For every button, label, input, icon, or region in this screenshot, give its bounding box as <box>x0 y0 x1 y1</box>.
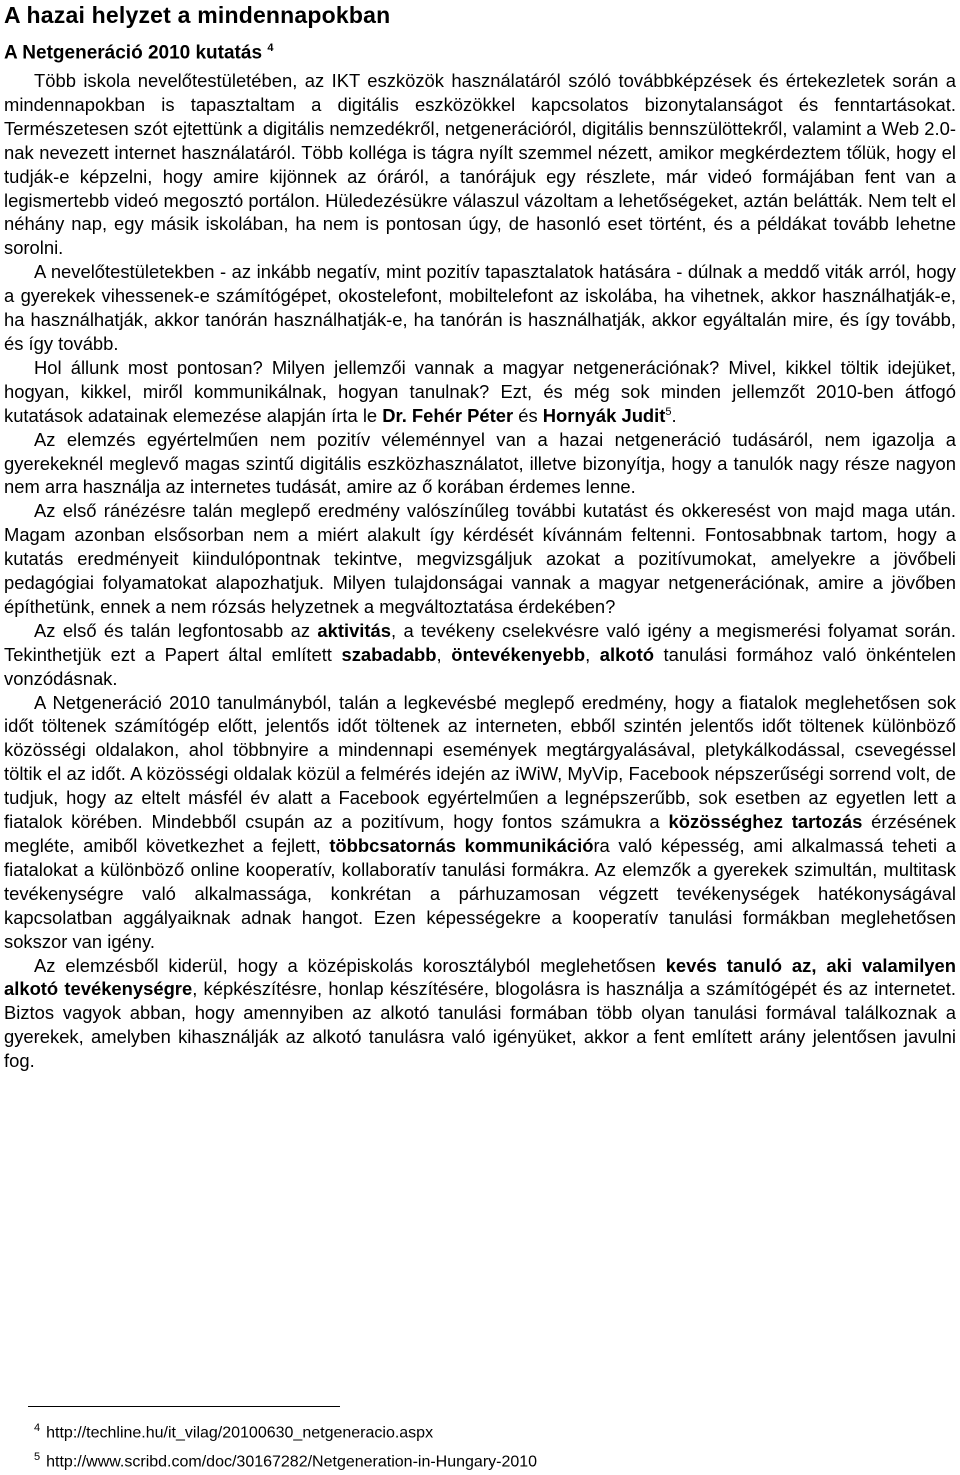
paragraph-3 <box>4 356 956 428</box>
paragraph-text: A nevelőtestületekben - az inkább negatív, mint pozitív tapasztalatok hatására - dúlnak a meddő viták arról, hogy a gyerekek vihessenek-e számítógépet, okostelefont, mobiltelefont az iskolába, ha vihetnek, akkor használhatják-e, ha használhatják, akkor tanórán használhatják-e, ha tanórán is használhatják, akkor egyáltalán mire, és így tovább, és így tovább. <box>4 261 956 354</box>
footnote-5 <box>34 1445 537 1474</box>
paragraph-text: tanulási formához való önkéntelen vonzódásnak. <box>4 643 956 689</box>
footnotes <box>34 1416 537 1475</box>
paragraph-1 <box>4 69 956 260</box>
footnote-divider <box>28 1406 340 1407</box>
paragraph-7 <box>4 691 956 954</box>
emphasis-text: szabadabb <box>341 643 437 665</box>
section-subtitle <box>4 42 273 64</box>
paragraph-text: , <box>436 643 452 665</box>
paragraph-text: , a tevékeny cselekvésre való igény a megismerési folyamat során. Tekinthetjük ezt a Papert által említett <box>4 619 956 665</box>
emphasis-text: alkotó <box>599 643 654 665</box>
paragraph-2 <box>4 260 956 356</box>
subtitle-text: A Netgeneráció 2010 kutatás <box>4 42 263 64</box>
emphasis-text: többcsatornás kommunikáció <box>329 835 594 856</box>
paragraph-text: ra való képesség, ami alkalmassá teheti a fiatalokat a különböző online kooperatív, kollaboratív tanulási formákra. Az elemzők a gyerekek szimultán, multitask tevékenységre való alkalmassága, konkrétan a párhuzamosan végzett tevékenységek hatékonyságával kapcsolatban aggályaiknak adnak hangot. Ezen képességekre a kooperatív tanulási formákban meglehetősen sokszor van igény. <box>4 835 956 952</box>
emphasis-text: közösséghez tartozás <box>668 811 863 833</box>
paragraph-text: Hol állunk most pontosan? Milyen jellemzői vannak a magyar netgenerációnak? Mivel, kikkel töltik idejüket, hogyan, kikkel, miről kommunikálnak, hogyan tanulnak? Ezt, és még sok minden jellemzőt 2010-ben átfogó kutatások adatainak elemezése alapján írta le <box>4 356 956 426</box>
paragraph-text: Az első és talán legfontosabb az <box>34 619 318 641</box>
footnote-4 <box>34 1416 537 1445</box>
paragraph-text: Több iskola nevelőtestületében, az IKT eszközök használatáról szóló továbbképzések és értekezletek során a mindennapokban is tapasztaltam a digitális eszközökkel kapcsolatos bizonytalanságot és fenntartásokat. Természetesen szót ejtettünk a digitális nemzedékről, netgenerációról, digitális bennszülöttekről, valamint a Web 2.0-nak nevezett internet használatáról. Több kolléga is tágra nyílt szemmel nézett, amikor megkérdeztem tőlük, hogy el tudják-e képzelni, hogy amire kijönnek az óráról, a tanórájuk egy részlete, már videó formájában fent van a legismertebb videó megosztó portálon. Hüledezésükre válaszul vázoltam a lehetőségeket, aztán belátták. Nem telt el néhány nap, egy másik iskolában, ha nem is pontosan úgy, de hasonló eset történt, és a példákat tovább lehetne sorolni. <box>4 70 956 259</box>
emphasis-text: kevés tanuló az, aki valamilyen alkotó tevékenységre <box>4 954 956 1000</box>
paragraph-4 <box>4 428 956 500</box>
emphasis-text: öntevékenyebb <box>451 643 586 665</box>
footnote-link[interactable]: http://www.scribd.com/doc/30167282/Netgeneration-in-Hungary-2010 <box>46 1453 538 1471</box>
paragraph-6 <box>4 619 956 691</box>
footnote-number: 4 <box>34 1422 41 1434</box>
paragraph-text: Az elemzésből kiderül, hogy a középiskolás korosztályból meglehetősen <box>34 954 666 976</box>
footnote-link[interactable]: http://techline.hu/it_vilag/20100630_netgeneracio.aspx <box>46 1424 434 1442</box>
footnote-ref: 4 <box>267 42 274 54</box>
paragraph-text: , <box>585 643 600 665</box>
paragraph-text: és <box>513 404 543 426</box>
footnote-ref: 5 <box>665 405 672 418</box>
body-text <box>4 69 956 1073</box>
paragraph-text: érzésének megléte, amiből következhet a fejlett, <box>4 811 956 856</box>
paragraph-8 <box>4 954 956 1074</box>
footnote-number: 5 <box>34 1451 41 1464</box>
paragraph-text: . <box>671 404 677 426</box>
paragraph-5 <box>4 499 956 619</box>
author-name: Hornyák Judit <box>542 404 666 426</box>
paragraph-text: , képkészítésre, honlap készítésére, blogolásra is használja a számítógépét és az internetet. Biztos vagyok abban, hogy amennyiben az alkotó tanulási formában több olyan tanulási formával találkoznak a gyerekek, amelyben kihasználják az alkotó tanulásra való igényüket, akkor a fent említett arány jelentősen javulni fog. <box>4 978 956 1072</box>
paragraph-text: A Netgeneráció 2010 tanulmányból, talán a legkevésbé meglepő eredmény, hogy a fiatalok meglehetősen sok időt töltenek számítógép előtt, jelentős időt töltenek az interneten, ebből szintén jelentős időt töltenek különböző közösségi oldalakon, ahol többnyire a mindennapi események megtárgyalásával, pletykálkodással, csevegéssel töltik el az időt. A közösségi oldalak közül a felmérés idején az iWiW, MyVip, Facebook népszerűségi sorrend volt, de tudjuk, hogy az eltelt másfél év alatt a Facebook egyértelműen a legnépszerűbb, sok esetben az egyetlen lett a fiatalok körében. Mindebből csupán az a pozitívum, hogy fontos számukra a <box>4 691 956 833</box>
paragraph-text: Az elemzés egyértelműen nem pozitív véleménnyel van a hazai netgeneráció tudásáról, nem igazolja a gyerekeknél meglevő magas szintű digitális eszközhasználatot, illetve bizonyítja, hogy a tanulók nagy része nagyon nem arra használja az internetes tudását, amire az ő korában érdemes lenne. <box>4 428 956 498</box>
paragraph-text: Az első ránézésre talán meglepő eredmény valószínűleg további kutatást és okkeresést von majd maga után. Magam azonban elsősorban nem a miért alakult így kérdését kívánnám feltenni. Fontosabbnak tartom, hogy a kutatás eredményeit kiindulópontnak tekintve, megvizsgáljuk azokat a pozitívumokat, amelyekre a jövőbeli pedagógiai folyamatokat alapozhatjuk. Milyen tulajdonságai vannak a magyar netgenerációnak, amire a jövőben építhetünk, ennek a nem rózsás helyzetnek a megváltoztatása érdekében? <box>4 500 956 617</box>
emphasis-text: aktivitás <box>317 619 391 641</box>
author-name: Dr. Fehér Péter <box>382 404 514 426</box>
page-title: A hazai helyzet a mindennapokban <box>4 2 391 28</box>
